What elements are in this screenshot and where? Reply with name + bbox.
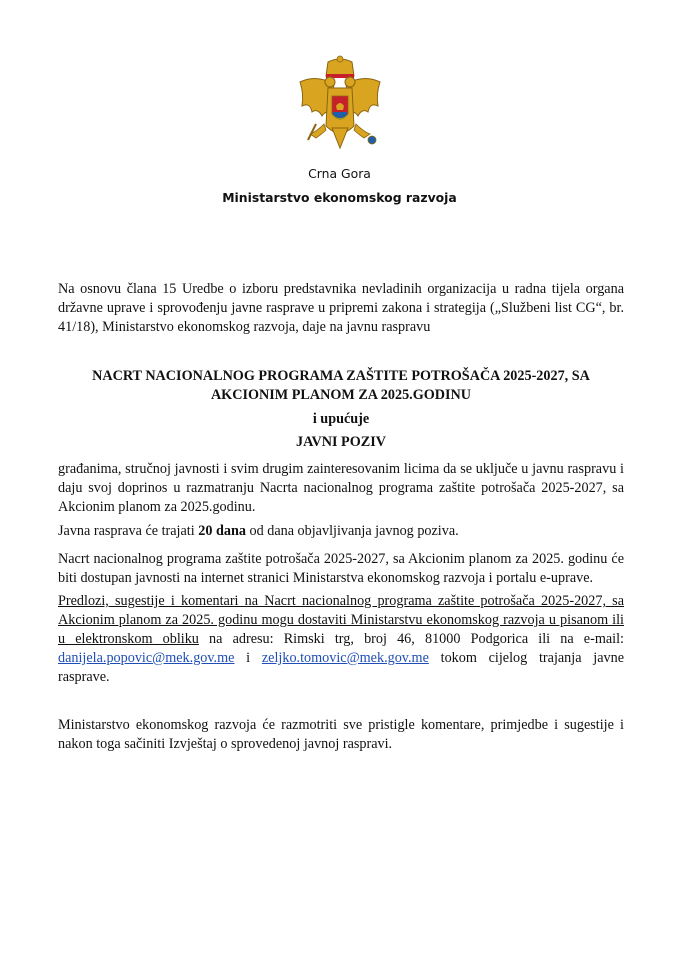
invitation-paragraph: građanima, stručnoj javnosti i svim drugim zainteresovanim licima da se uključe u javnu raspravu i daju svoj doprinos u razmatranju Nacrta nacionalnog programa zaštite potrošača 2025-2027, sa Akcionim planom za 2025.godinu. [58, 461, 624, 515]
conclusion-paragraph: Ministarstvo ekonomskog razvoja će razmotriti sve pristigle komentare, primjedbe i sugestije i nakon toga sačiniti Izvještaj o sprovedenoj javnoj raspravi. [58, 717, 624, 752]
duration-before: Javna rasprava će trajati [58, 523, 199, 539]
javni-poziv-heading: JAVNI POZIV [295, 434, 386, 450]
submission-address: na adresu: Rimski trg, broj 46, 81000 Podgorica ili na e-mail: [198, 631, 624, 647]
coat-of-arms-icon [296, 54, 384, 156]
title-line-1: NACRT NACIONALNOG PROGRAMA ZAŠTITE POTROŠAČA 2025-2027, SA [92, 368, 590, 384]
upucuje-label: i upućuje [312, 411, 370, 427]
submission-underlined: Predlozi, sugestije i komentari na Nacrt nacionalnog programa zaštite potrošača 2025-2027, sa Akcionim planom za 2025. godinu mogu dostaviti Ministarstvu ekonomskog razvoja u pisanom ili u elektronskom obliku [58, 593, 624, 647]
email-link-danijela[interactable]: danijela.popovic@mek.gov.me [58, 650, 235, 666]
duration-paragraph [58, 522, 624, 541]
submission-closing: tokom cijelog trajanja javne rasprave. [58, 650, 624, 685]
availability-paragraph: Nacrt nacionalnog programa zaštite potrošača 2025-2027, sa Akcionim planom za 2025. godinu će biti dostupan javnosti na internet stranici Ministarstva ekonomskog razvoja i portalu e-uprave. [58, 551, 624, 586]
duration-days: 20 dana [198, 523, 246, 539]
submission-paragraph [58, 592, 624, 687]
email-link-zeljko[interactable]: zeljko.tomovic@mek.gov.me [261, 650, 429, 666]
intro-paragraph: Na osnovu člana 15 Uredbe o izboru predstavnika nevladinih organizacija u radna tijela organa državne uprave i sprovođenju javne rasprave u pripremi zakona i strategija („Službeni list CG“, br. 41/18), Ministarstvo ekonomskog razvoja, daje na javnu raspravu [58, 281, 624, 335]
submission-and: i [234, 650, 262, 666]
ministry-heading: Ministarstvo ekonomskog razvoja [222, 190, 457, 205]
country-heading: Crna Gora [308, 166, 371, 181]
document-title [58, 367, 624, 405]
duration-after: od dana objavljivanja javnog poziva. [245, 523, 459, 539]
title-line-2: AKCIONIM PLANOM ZA 2025.GODINU [210, 387, 472, 403]
